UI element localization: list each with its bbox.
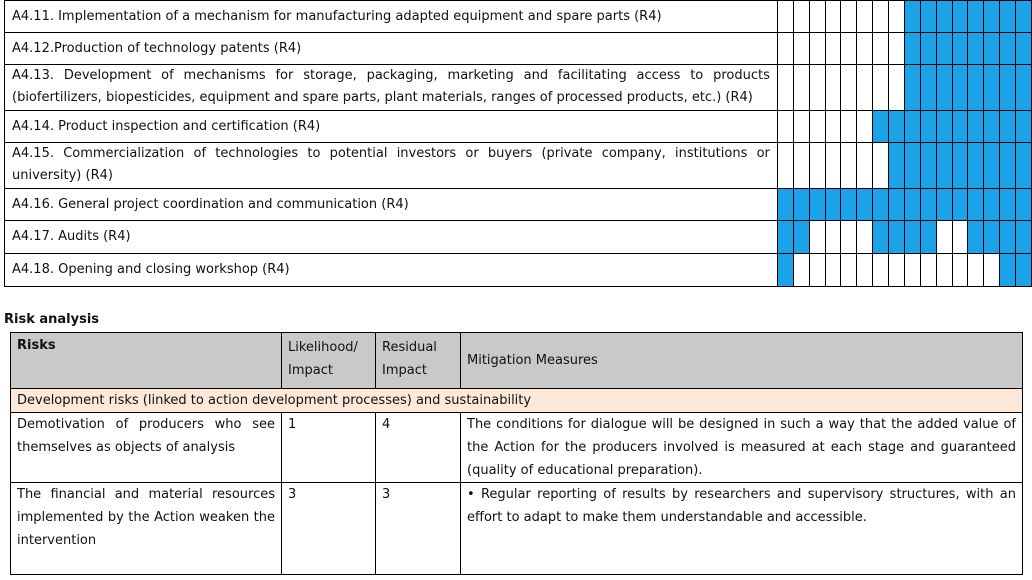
empty-period-cell: [873, 254, 889, 287]
scheduled-period-cell: [873, 111, 889, 143]
empty-period-cell: [793, 254, 809, 287]
section-label: Development risks (linked to action development processes) and sustainability: [11, 389, 1023, 413]
scheduled-period-cell: [968, 221, 984, 254]
empty-period-cell: [777, 1, 793, 33]
scheduled-period-cell: [777, 254, 793, 287]
scheduled-period-cell: [936, 143, 952, 189]
gantt-body: [5, 1, 1032, 287]
scheduled-period-cell: [904, 65, 920, 111]
risk-analysis-table: [10, 332, 1023, 575]
scheduled-period-cell: [809, 189, 825, 221]
empty-period-cell: [857, 111, 873, 143]
empty-period-cell: [841, 143, 857, 189]
empty-period-cell: [825, 33, 841, 65]
activity-row: [5, 143, 1032, 189]
scheduled-period-cell: [1016, 189, 1032, 221]
empty-period-cell: [889, 254, 905, 287]
scheduled-period-cell: [1016, 111, 1032, 143]
scheduled-period-cell: [936, 189, 952, 221]
empty-period-cell: [793, 33, 809, 65]
empty-period-cell: [920, 254, 936, 287]
empty-period-cell: [825, 1, 841, 33]
scheduled-period-cell: [904, 33, 920, 65]
scheduled-period-cell: [889, 189, 905, 221]
empty-period-cell: [809, 33, 825, 65]
scheduled-period-cell: [777, 189, 793, 221]
scheduled-period-cell: [1000, 143, 1016, 189]
scheduled-period-cell: [968, 111, 984, 143]
scheduled-period-cell: [889, 143, 905, 189]
scheduled-period-cell: [1000, 221, 1016, 254]
empty-period-cell: [873, 65, 889, 111]
scheduled-period-cell: [936, 65, 952, 111]
scheduled-period-cell: [1000, 33, 1016, 65]
scheduled-period-cell: [936, 1, 952, 33]
empty-period-cell: [841, 65, 857, 111]
risk-row: [11, 483, 1023, 575]
scheduled-period-cell: [952, 1, 968, 33]
empty-period-cell: [889, 33, 905, 65]
empty-period-cell: [809, 111, 825, 143]
empty-period-cell: [857, 1, 873, 33]
mitigation-cell: • Regular reporting of results by researchers and supervisory structures, with an effort to adapt to make them understandable and accessible.: [461, 483, 1023, 575]
scheduled-period-cell: [889, 221, 905, 254]
scheduled-period-cell: [904, 1, 920, 33]
empty-period-cell: [952, 254, 968, 287]
activity-label: A4.13. Development of mechanisms for storage, packaging, marketing and facilitating access to products (biofertilizers, biopesticides, equipment and spare parts, plant materials, ranges of processed products, etc.) (R4): [5, 65, 778, 111]
empty-period-cell: [841, 254, 857, 287]
scheduled-period-cell: [1016, 1, 1032, 33]
scheduled-period-cell: [904, 189, 920, 221]
header-likelihood: Likelihood/ Impact: [282, 333, 376, 389]
scheduled-period-cell: [904, 143, 920, 189]
empty-period-cell: [873, 33, 889, 65]
risk-header-row: [11, 333, 1023, 389]
scheduled-period-cell: [793, 189, 809, 221]
empty-period-cell: [841, 1, 857, 33]
scheduled-period-cell: [1016, 221, 1032, 254]
scheduled-period-cell: [952, 65, 968, 111]
header-residual: Residual Impact: [376, 333, 461, 389]
scheduled-period-cell: [1016, 143, 1032, 189]
scheduled-period-cell: [889, 111, 905, 143]
scheduled-period-cell: [952, 143, 968, 189]
scheduled-period-cell: [793, 221, 809, 254]
scheduled-period-cell: [968, 1, 984, 33]
empty-period-cell: [793, 111, 809, 143]
activity-row: [5, 1, 1032, 33]
empty-period-cell: [968, 254, 984, 287]
empty-period-cell: [857, 254, 873, 287]
scheduled-period-cell: [873, 221, 889, 254]
activity-label: A4.15. Commercialization of technologies to potential investors or buyers (private company, institutions or university) (R4): [5, 143, 778, 189]
scheduled-period-cell: [968, 65, 984, 111]
empty-period-cell: [889, 1, 905, 33]
header-mitigation: Mitigation Measures: [461, 333, 1023, 389]
activity-row: [5, 111, 1032, 143]
empty-period-cell: [857, 221, 873, 254]
scheduled-period-cell: [984, 189, 1000, 221]
empty-period-cell: [873, 143, 889, 189]
empty-period-cell: [889, 65, 905, 111]
scheduled-period-cell: [968, 33, 984, 65]
activity-row: [5, 221, 1032, 254]
empty-period-cell: [841, 111, 857, 143]
scheduled-period-cell: [1016, 65, 1032, 111]
scheduled-period-cell: [904, 111, 920, 143]
empty-period-cell: [841, 33, 857, 65]
scheduled-period-cell: [936, 33, 952, 65]
residual-cell: 4: [376, 413, 461, 483]
empty-period-cell: [793, 65, 809, 111]
scheduled-period-cell: [968, 143, 984, 189]
scheduled-period-cell: [1016, 254, 1032, 287]
activity-label: A4.17. Audits (R4): [5, 221, 778, 254]
empty-period-cell: [841, 221, 857, 254]
risk-cell: The financial and material resources implemented by the Action weaken the intervention: [11, 483, 282, 575]
scheduled-period-cell: [920, 33, 936, 65]
empty-period-cell: [777, 65, 793, 111]
empty-period-cell: [777, 33, 793, 65]
empty-period-cell: [984, 254, 1000, 287]
scheduled-period-cell: [984, 143, 1000, 189]
scheduled-period-cell: [984, 221, 1000, 254]
empty-period-cell: [809, 143, 825, 189]
scheduled-period-cell: [920, 143, 936, 189]
scheduled-period-cell: [920, 221, 936, 254]
scheduled-period-cell: [920, 189, 936, 221]
scheduled-period-cell: [857, 189, 873, 221]
scheduled-period-cell: [1016, 33, 1032, 65]
empty-period-cell: [825, 254, 841, 287]
scheduled-period-cell: [984, 33, 1000, 65]
empty-period-cell: [825, 111, 841, 143]
residual-cell: 3: [376, 483, 461, 575]
empty-period-cell: [873, 1, 889, 33]
likelihood-cell: 1: [282, 413, 376, 483]
scheduled-period-cell: [920, 1, 936, 33]
header-risks: Risks: [11, 333, 282, 389]
activity-label: A4.11. Implementation of a mechanism for manufacturing adapted equipment and spare parts (R4): [5, 1, 778, 33]
activity-row: [5, 65, 1032, 111]
risk-analysis-heading: Risk analysis: [4, 312, 100, 327]
scheduled-period-cell: [825, 189, 841, 221]
activity-label: A4.14. Product inspection and certification (R4): [5, 111, 778, 143]
scheduled-period-cell: [984, 1, 1000, 33]
empty-period-cell: [809, 254, 825, 287]
likelihood-cell: 3: [282, 483, 376, 575]
scheduled-period-cell: [1000, 189, 1016, 221]
scheduled-period-cell: [1000, 65, 1016, 111]
scheduled-period-cell: [1000, 111, 1016, 143]
scheduled-period-cell: [936, 111, 952, 143]
scheduled-period-cell: [968, 189, 984, 221]
scheduled-period-cell: [777, 221, 793, 254]
scheduled-period-cell: [952, 111, 968, 143]
scheduled-period-cell: [952, 33, 968, 65]
scheduled-period-cell: [984, 65, 1000, 111]
scheduled-period-cell: [873, 189, 889, 221]
activity-label: A4.16. General project coordination and communication (R4): [5, 189, 778, 221]
empty-period-cell: [857, 143, 873, 189]
scheduled-period-cell: [920, 65, 936, 111]
empty-period-cell: [825, 221, 841, 254]
empty-period-cell: [809, 221, 825, 254]
mitigation-cell: The conditions for dialogue will be designed in such a way that the added value of the Action for the producers involved is measured at each stage and guaranteed (quality of educational preparation).: [461, 413, 1023, 483]
empty-period-cell: [777, 111, 793, 143]
empty-period-cell: [857, 65, 873, 111]
empty-period-cell: [952, 221, 968, 254]
scheduled-period-cell: [984, 111, 1000, 143]
scheduled-period-cell: [1000, 254, 1016, 287]
scheduled-period-cell: [952, 189, 968, 221]
scheduled-period-cell: [904, 221, 920, 254]
activity-row: [5, 254, 1032, 287]
activity-row: [5, 33, 1032, 65]
scheduled-period-cell: [920, 111, 936, 143]
scheduled-period-cell: [1000, 1, 1016, 33]
empty-period-cell: [936, 221, 952, 254]
empty-period-cell: [857, 33, 873, 65]
empty-period-cell: [825, 65, 841, 111]
activity-row: [5, 189, 1032, 221]
empty-period-cell: [809, 65, 825, 111]
empty-period-cell: [936, 254, 952, 287]
empty-period-cell: [825, 143, 841, 189]
empty-period-cell: [793, 1, 809, 33]
risk-section-row: [11, 389, 1023, 413]
empty-period-cell: [809, 1, 825, 33]
scheduled-period-cell: [841, 189, 857, 221]
activity-label: A4.18. Opening and closing workshop (R4): [5, 254, 778, 287]
risk-cell: Demotivation of producers who see themselves as objects of analysis: [11, 413, 282, 483]
activity-gantt-table: [4, 0, 1032, 287]
activity-label: A4.12.Production of technology patents (R4): [5, 33, 778, 65]
empty-period-cell: [793, 143, 809, 189]
empty-period-cell: [777, 143, 793, 189]
risk-row: [11, 413, 1023, 483]
empty-period-cell: [904, 254, 920, 287]
